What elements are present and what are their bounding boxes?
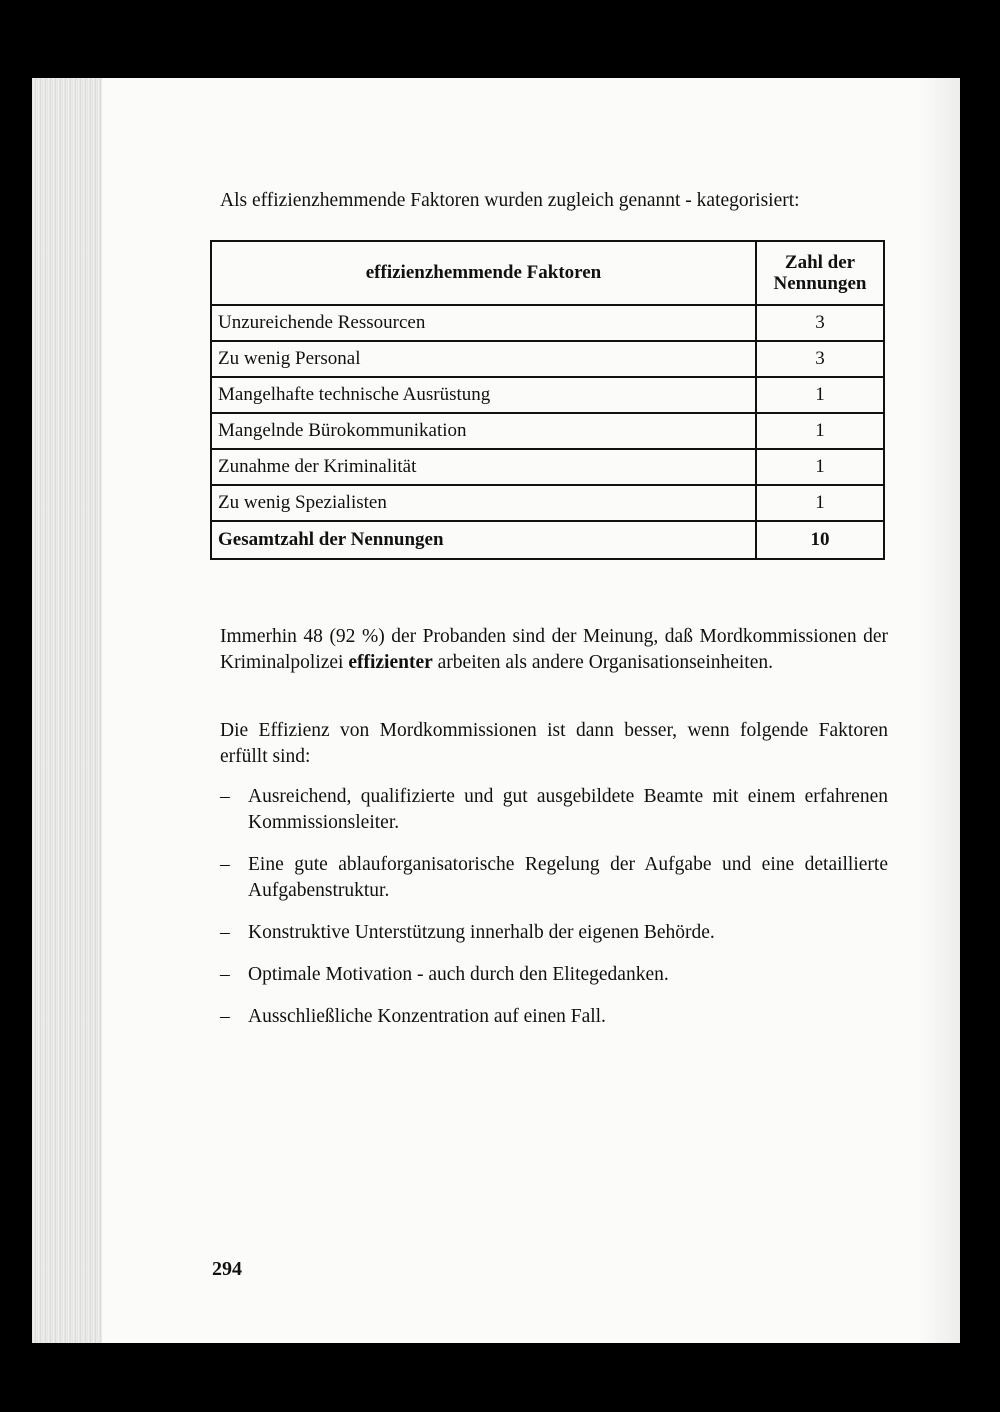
list-item	[220, 1004, 888, 1030]
factor-cell: Zu wenig Personal	[211, 341, 756, 377]
list-dash: –	[220, 854, 230, 875]
success-factors-list	[220, 784, 888, 1046]
list-item-text: Optimale Motivation - auch durch den Elitegedanken.	[248, 964, 669, 985]
page-shadow	[920, 78, 960, 1343]
factor-cell: Zunahme der Kriminalität	[211, 449, 756, 485]
factors-table	[210, 240, 885, 560]
list-item-text: Konstruktive Unterstützung innerhalb der eigenen Behörde.	[248, 922, 715, 943]
list-dash: –	[220, 964, 230, 985]
total-label: Gesamtzahl der Nennungen	[211, 521, 756, 559]
count-cell: 1	[756, 485, 884, 521]
count-cell: 1	[756, 413, 884, 449]
count-cell: 1	[756, 449, 884, 485]
paragraph1-text-after: arbeiten als andere Organisationseinheiten.	[432, 652, 774, 673]
table-row	[211, 305, 884, 341]
table-header-row	[211, 241, 884, 305]
table-row	[211, 485, 884, 521]
list-item-text: Eine gute ablauforganisatorische Regelung der Aufgabe und eine detaillierte Aufgabenstruktur.	[248, 854, 888, 901]
page-edges	[32, 78, 102, 1343]
table-row	[211, 413, 884, 449]
list-dash: –	[220, 1006, 230, 1027]
list-item	[220, 920, 888, 946]
intro-text: Als effizienzhemmende Faktoren wurden zugleich genannt - kategorisiert:	[220, 190, 800, 211]
count-cell: 3	[756, 305, 884, 341]
header-factor: effizienzhemmende Faktoren	[211, 241, 756, 305]
list-dash: –	[220, 922, 230, 943]
list-item-text: Ausreichend, qualifizierte und gut ausgebildete Beamte mit einem erfahrenen Kommissionsleiter.	[248, 786, 888, 833]
factor-cell: Zu wenig Spezialisten	[211, 485, 756, 521]
paragraph1-emphasis: effizienter	[348, 652, 433, 673]
table-row	[211, 377, 884, 413]
page-number: 294	[212, 1258, 242, 1280]
factor-cell: Mangelhafte technische Ausrüstung	[211, 377, 756, 413]
paragraph-efficiency-opinion	[220, 624, 888, 676]
table-row	[211, 449, 884, 485]
factor-cell: Unzureichende Ressourcen	[211, 305, 756, 341]
total-count: 10	[756, 521, 884, 559]
table-total-row	[211, 521, 884, 559]
list-dash: –	[220, 786, 230, 807]
book-page	[32, 78, 960, 1343]
list-item	[220, 962, 888, 988]
list-item-text: Ausschließliche Konzentration auf einen Fall.	[248, 1006, 606, 1027]
header-count-line2: Nennungen	[773, 273, 867, 294]
header-count	[756, 241, 884, 305]
list-item	[220, 852, 888, 904]
list-item	[220, 784, 888, 836]
paragraph-efficiency-factors: Die Effizienz von Mordkommissionen ist dann besser, wenn folgende Faktoren erfüllt sind:	[220, 720, 888, 767]
count-cell: 1	[756, 377, 884, 413]
header-count-line1: Zahl der	[784, 251, 856, 273]
paragraph1-text-before: Immerhin 48 (92 %) der Probanden sind der Meinung, daß Mordkommissionen der Kriminalpolizei	[220, 626, 888, 673]
count-cell: 3	[756, 341, 884, 377]
factor-cell: Mangelnde Bürokommunikation	[211, 413, 756, 449]
table-row	[211, 341, 884, 377]
